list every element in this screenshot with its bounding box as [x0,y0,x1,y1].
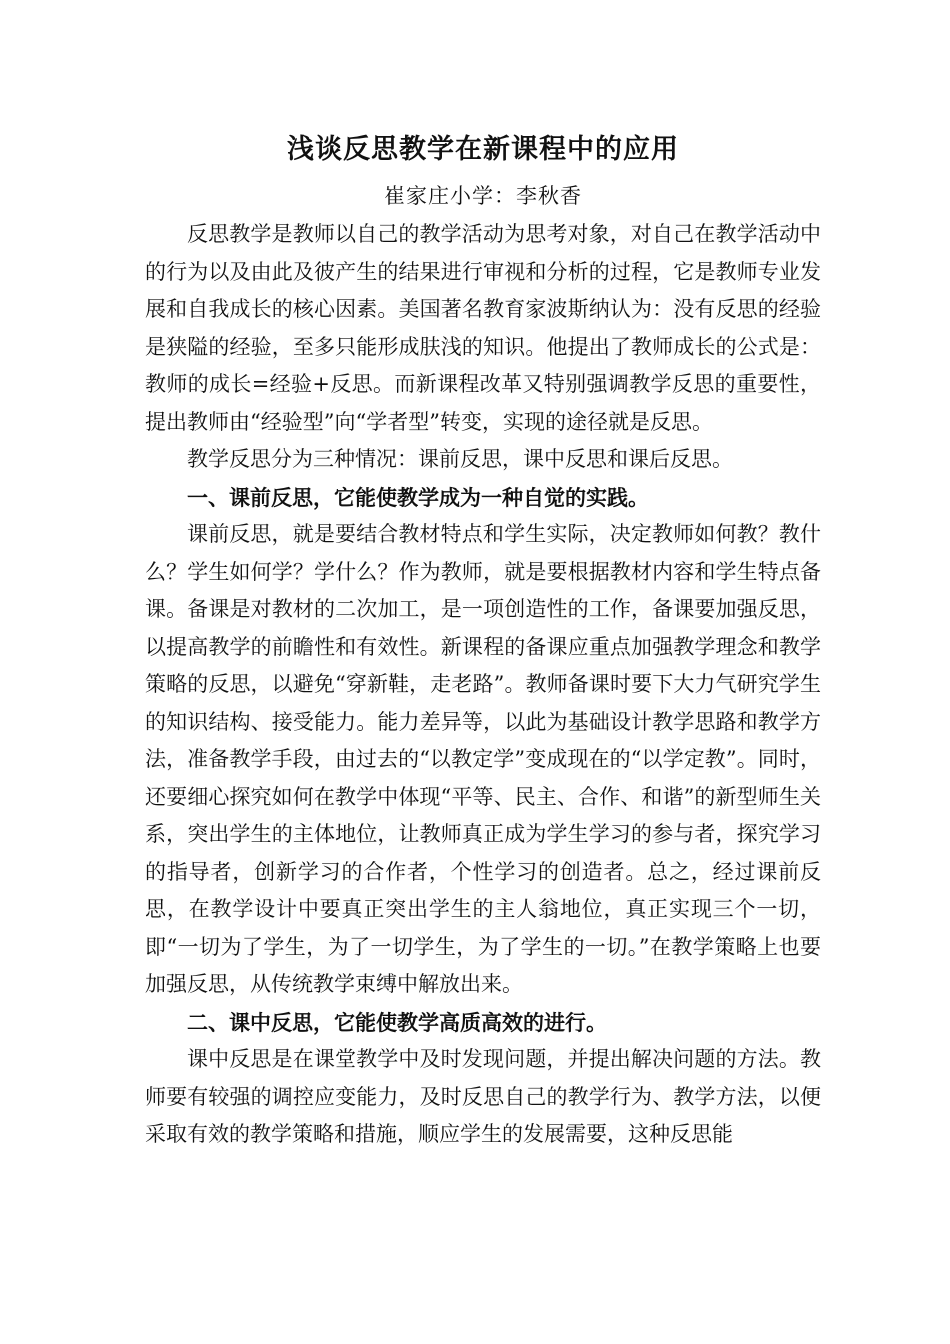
paragraph-in-class: 课中反思是在课堂教学中及时发现问题，并提出解决问题的方法。教师要有较强的调控应变能力，及时反思自己的教学行为、教学方法，以便采取有效的教学策略和措施，顺应学生的发展需要，这种反思能 [145,1047,821,1146]
section-heading-2: 二、课中反思，它能使教学高质高效的进行。 [187,1009,607,1035]
section-heading-1: 一、课前反思，它能使教学成为一种自觉的实践。 [187,484,649,510]
document-page [145,128,821,1154]
paragraph-overview: 教学反思分为三种情况：课前反思，课中反思和课后反思。 [187,447,733,471]
paragraph-intro: 反思教学是教师以自己的教学活动为思考对象，对自己在教学活动中的行为以及由此及彼产生的结果进行审视和分析的过程，它是教师专业发展和自我成长的核心因素。美国著名教育家波斯纳认为：没有反思的经验是狭隘的经验，至多只能形成肤浅的知识。他提出了教师成长的公式是：教师的成长=经验+反思。而新课程改革又特别强调教学反思的重要性，提出教师由“经验型”向“学者型”转变，实现的途径就是反思。 [145,222,821,434]
document-author: 崔家庄小学：李秋香 [384,184,582,208]
document-title: 浅谈反思教学在新课程中的应用 [287,134,679,165]
paragraph-pre-class: 课前反思，就是要结合教材特点和学生实际，决定教师如何教？教什么？学生如何学？学什么？作为教师，就是要根据教材内容和学生特点备课。备课是对教材的二次加工，是一项创造性的工作，备课要加强反思，以提高教学的前瞻性和有效性。新课程的备课应重点加强教学理念和教学策略的反思，以避免“穿新鞋，走老路”。教师备课时要下大力气研究学生的知识结构、接受能力。能力差异等，以此为基础设计教学思路和教学方法，准备教学手段，由过去的“以教定学”变成现在的“以学定教”。同时，还要细心探究如何在教学中体现“平等、民主、合作、和谐”的新型师生关系，突出学生的主体地位，让教师真正成为学生学习的参与者，探究学习的指导者，创新学习的合作者，个性学习的创造者。总之，经过课前反思，在教学设计中要真正突出学生的主人翁地位，真正实现三个一切，即“一切为了学生，为了一切学生，为了学生的一切。”在教学策略上也要加强反思，从传统教学束缚中解放出来。 [145,522,821,996]
